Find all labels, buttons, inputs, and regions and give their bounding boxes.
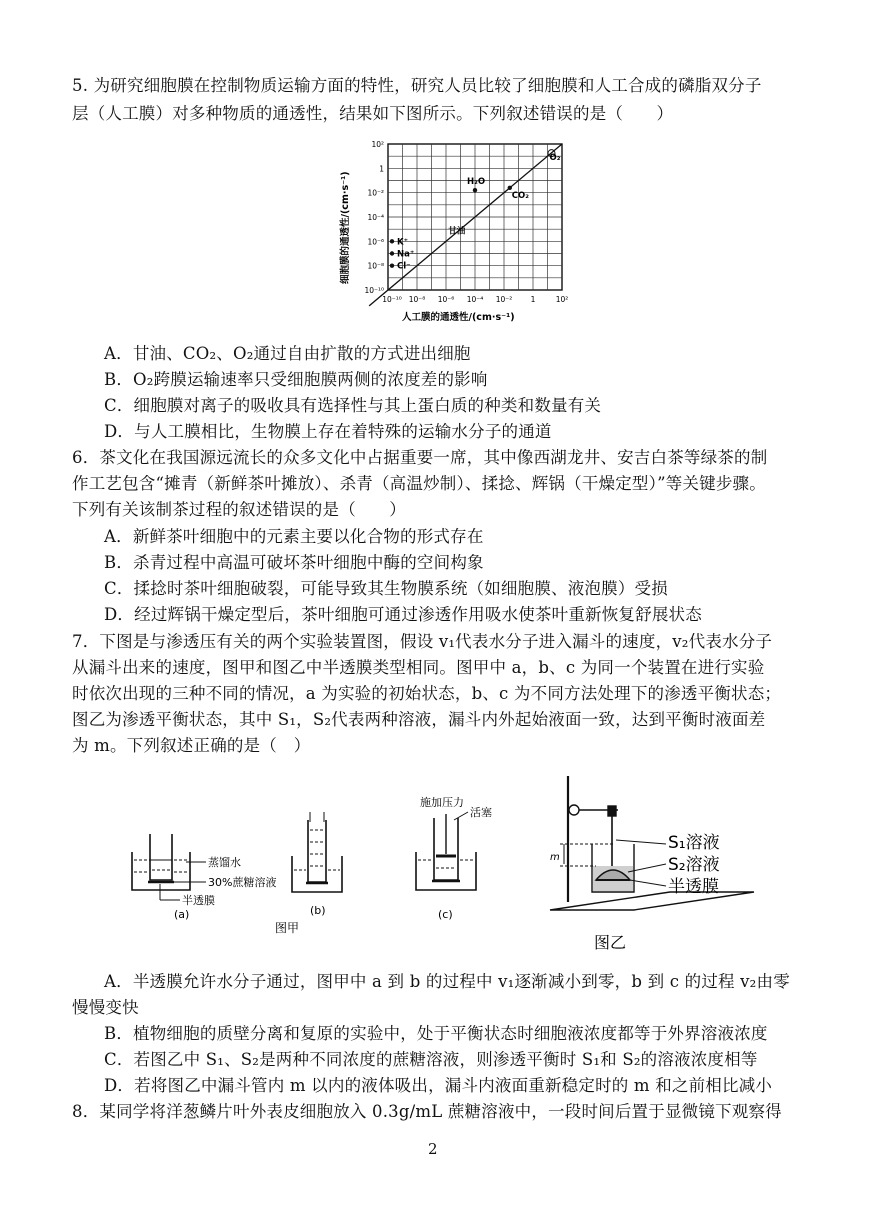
q5-option-d[interactable]: D．与人工膜相比，生物膜上存在着特殊的运输水分子的通道: [104, 422, 552, 441]
chart-x-tick-label: 10⁻⁴: [466, 295, 484, 304]
q6-stem-line1: 6．茶文化在我国源远流长的众多文化中占据重要一席，其中像西湖龙井、安吉白茶等绿茶的制: [72, 448, 768, 467]
figure-yi: [530, 768, 770, 958]
q7-stem-line3: 时依次出现的三种不同的情况，a 为实验的初始状态，b、c 为不同方法处理下的渗透平衡状态；: [72, 684, 782, 703]
label-a: (a): [174, 908, 190, 921]
chart-x-tick-label: 1: [530, 295, 536, 304]
q7-option-c[interactable]: C．若图乙中 S₁、S₂是两种不同浓度的蔗糖溶液，则渗透平衡时 S₁和 S₂的溶液浓度相等: [104, 1050, 758, 1069]
permeability-chart: [330, 136, 590, 328]
chart-point-label: CO₂: [511, 190, 529, 201]
label-membrane-yi: 半透膜: [668, 877, 719, 897]
label-s1: S₁溶液: [668, 833, 720, 853]
label-membrane-jia: 半透膜: [182, 894, 215, 907]
label-piston: 活塞: [470, 806, 492, 819]
label-pressure: 施加压力: [420, 796, 464, 809]
chart-point-label: H₂O: [467, 177, 486, 188]
label-m: m: [550, 852, 560, 863]
chart-y-tick-label: 10⁻²: [367, 188, 384, 198]
chart-point-label: 甘油: [448, 226, 466, 237]
chart-point: [390, 263, 394, 267]
q7-stem-line1: 7．下图是与渗透压有关的两个实验装置图，假设 v₁代表水分子进入漏斗的速度，v₂代表水分子: [72, 632, 773, 651]
q5-option-b[interactable]: B．O₂跨膜运输速率只受细胞膜两侧的浓度差的影响: [104, 370, 488, 389]
q6-option-a[interactable]: A．新鲜茶叶细胞中的元素主要以化合物的形式存在: [104, 527, 484, 546]
chart-y-tick-label: 10⁻⁶: [367, 237, 384, 247]
q6-stem-line3: 下列有关该制茶过程的叙述错误的是（ ）: [72, 500, 406, 519]
chart-point: [390, 239, 394, 243]
chart-point: [508, 186, 512, 190]
apparatus-yi: [550, 776, 754, 910]
q5-option-c[interactable]: C．细胞膜对离子的吸收具有选择性与其上蛋白质的种类和数量有关: [104, 396, 602, 415]
chart-x-tick-label: 10²: [555, 295, 569, 304]
q7-option-d[interactable]: D．若将图乙中漏斗管内 m 以内的液体吸出，漏斗内液面重新稳定时的 m 和之前相比减小: [104, 1076, 773, 1095]
chart-point-label: Na⁺: [397, 249, 415, 260]
beaker-b: [292, 812, 342, 892]
q5-stem-line2: 层（人工膜）对多种物质的通透性，结果如下图所示。下列叙述错误的是（ ）: [72, 104, 674, 123]
q5-stem-line1: 5. 为研究细胞膜在控制物质运输方面的特性，研究人员比较了细胞膜和人工合成的磷脂双分子: [72, 76, 762, 95]
q6-option-b[interactable]: B．杀青过程中高温可破坏茶叶细胞中酶的空间构象: [104, 553, 484, 572]
q7-stem-line5: 为 m。下列叙述正确的是（ ）: [72, 736, 311, 755]
label-water: 蒸馏水: [208, 856, 241, 869]
label-sucrose: 30%蔗糖溶液: [208, 876, 277, 889]
q8-stem-line1: 8．某同学将洋葱鳞片叶外表皮细胞放入 0.3g/mL 蔗糖溶液中，一段时间后置于显微镜下观察得: [72, 1102, 782, 1121]
page-number: 2: [428, 1140, 438, 1158]
chart-x-tick-label: 10⁻²: [495, 295, 513, 304]
q6-option-c[interactable]: C．揉捻时茶叶细胞破裂，可能导致其生物膜系统（如细胞膜、液泡膜）受损: [104, 579, 668, 598]
chart-y-tick-label: 10⁻¹⁰: [364, 286, 384, 295]
q7-option-a-line2: 慢慢变快: [72, 998, 139, 1017]
chart-y-tick-label: 10⁻⁴: [367, 213, 384, 222]
chart-y-tick-label: 10⁻⁸: [367, 261, 384, 271]
chart-x-axis-label: 人工膜的通透性/(cm·s⁻¹): [402, 312, 515, 323]
figure-jia: [120, 790, 520, 940]
q6-stem-line2: 作工艺包含“摊青（新鲜茶叶摊放）、杀青（高温炒制）、揉捻、辉锅（干燥定型）”等关键步骤。: [72, 474, 766, 493]
chart-x-tick-label: 10⁻⁶: [437, 295, 455, 304]
q7-option-a-line1[interactable]: A．半透膜允许水分子通过，图甲中 a 到 b 的过程中 v₁逐渐减小到零，b 到 c 的过程 v₂由零: [104, 972, 790, 991]
beaker-c: [416, 812, 476, 890]
label-b: (b): [310, 904, 326, 917]
label-jia-caption: 图甲: [275, 921, 300, 935]
chart-y-axis-label: 细胞膜的通透性/(cm·s⁻¹): [340, 171, 351, 284]
chart-point: [390, 251, 394, 255]
chart-point-label: K⁺: [397, 237, 409, 248]
chart-y-tick-label: 1: [379, 164, 384, 174]
label-yi-caption: 图乙: [594, 933, 627, 952]
q7-option-b[interactable]: B．植物细胞的质壁分离和复原的实验中，处于平衡状态时细胞液浓度都等于外界溶液浓度: [104, 1024, 768, 1043]
chart-x-tick-label: 10⁻⁸: [408, 295, 426, 304]
chart-point-label: Cl⁻: [397, 261, 411, 272]
chart-point: [473, 188, 477, 192]
q6-option-d[interactable]: D．经过辉锅干燥定型后，茶叶细胞可通过渗透作用吸水使茶叶重新恢复舒展状态: [104, 605, 702, 624]
chart-x-tick-label: 10⁻¹⁰: [382, 295, 402, 304]
q7-stem-line2: 从漏斗出来的速度，图甲和图乙中半透膜类型相同。图甲中 a，b、c 为同一个装置在进行实验: [72, 658, 765, 677]
label-s2: S₂溶液: [668, 855, 720, 875]
chart-point-label: O₂: [549, 153, 561, 164]
chart-y-tick-label: 10²: [371, 140, 384, 149]
label-c: (c): [438, 908, 453, 921]
q7-stem-line4: 图乙为渗透平衡状态，其中 S₁，S₂代表两种溶液，漏斗内外起始液面一致，达到平衡时液面差: [72, 710, 766, 729]
beaker-a: [132, 834, 206, 900]
q5-option-a[interactable]: A．甘油、CO₂、O₂通过自由扩散的方式进出细胞: [104, 344, 471, 363]
